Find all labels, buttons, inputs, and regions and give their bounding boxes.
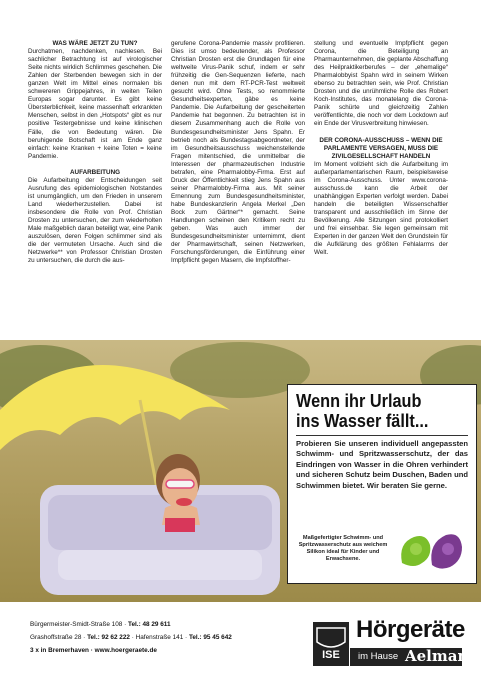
hearing-ad — [287, 384, 477, 584]
paragraph: Durchatmen, nachdenken, nachlesen. Bei sachlicher Betrachtung ist auf virologischer Seite nichts wirklich Schlimmes geschehen. Die Zahlen der Sterbenden bewegen sich in der ganzen Welt im Mittel eines normalen bis schwereren Grippejahres, in weiten Teilen Europas sogar darunter. Es gibt keine Übersterblichkeit, keine massenhaft erkrankten Menschen, selbst in den „Hotspots“ gibt es nur positive Testergebnisse und keine klinischen Fälle, die von Bedeutung wären. Die beruhigende Botschaft ist am Ende ganz einfach: keine Kranken + keine Toten = keine Pandemie. — [28, 48, 162, 160]
address-line-2: Grashoffstraße 28 · Tel.: 92 62 222 · Hafenstraße 141 · Tel.: 95 45 642 — [30, 634, 232, 641]
ise-logo-text: ISE — [322, 649, 340, 661]
brand-subtitle-prefix: im Hause — [358, 651, 399, 662]
article-column-1 — [28, 40, 162, 265]
ise-logo-icon — [313, 622, 349, 666]
address-phone-2: Tel.: 92 62 222 — [87, 634, 130, 641]
ad-small-print: Maßgefertigter Schwimm- und Spritzwasserschutz aus weichem Silikon ideal für Kinder und Erwachsene. — [298, 535, 388, 562]
ad-body: Probieren Sie unseren individuell angepassten Schwimm- und Spritzwasserschutz, der das Eindringen von Wasser in die Ohren verhindert und sicheren Schutz beim Duschen, Baden und Schwimmen bietet. Wir beraten Sie gerne. — [296, 435, 468, 491]
paragraph: Im Moment vollzieht sich die Aufarbeitung im außerparlamentarischen Raum, beispielsweise im Corona-Ausschuss. Unter www.corona-ausschuss.de kann die Arbeit der unabhängigen Experten verfolgt werden. Dabei handeln die beteiligten Wissenschaftler transparent und ausschließlich im Sinne der Bevölkerung. Alle Sitzungen sind protokolliert und frei einsehbar. Sie legen gemeinsam mit Experten in der ganzen Welt den Grundstein für die Aufklärung des größten Fehlalarms der Welt. — [314, 160, 448, 257]
ad-title-line-1: Wenn ihr Urlaub — [296, 390, 422, 411]
article-column-2 — [171, 40, 305, 265]
ad-title — [296, 391, 447, 431]
address-street-2: Grashoffstraße 28 — [30, 634, 82, 641]
section-heading: DER CORONA-AUSSCHUSS – WENN DIE PARLAMENTE VERSAGEN, MUSS DIE ZIVILGESELLSCHAFT HANDELN — [319, 136, 443, 160]
section-heading: WAS WÄRE JETZT ZU TUN? — [52, 40, 138, 47]
ad-title-line-2: ins Wasser fällt... — [296, 410, 429, 431]
ise-logo — [313, 622, 349, 666]
address-phone-1: Tel.: 48 29 611 — [128, 621, 171, 628]
paragraph: stellung und eventuelle Impfpflicht gegen Corona, die Beteiligung an Pharmaunternehmen, die geplante Abschaffung des Heilpraktikerberufes – der „ehemalige“ Pharmalobbyist Spahn wird in seinem Wirken ebenso zu betrachten sein, wie Prof. Christian Drosten und die unrühmliche Rolle des Robert Koch-Institutes, das monatelang die Corona-Panik schürte und gleichzeitig Zahlen veröffentlichte, die noch vor dem Lockdown auf ein Ende der Virusverbreitung hinwiesen. — [314, 40, 448, 128]
address-phone-3: Tel.: 95 45 642 — [188, 634, 232, 641]
section-heading: AUFARBEITUNG — [69, 168, 121, 176]
address-street-1: Bürgermeister-Smidt-Straße 108 — [30, 621, 123, 628]
address-line-3: 3 x in Bremerhaven · www.hoergeraete.de — [30, 647, 157, 654]
article-column-3 — [314, 40, 448, 257]
address-street-3: Hafenstraße 141 — [135, 634, 184, 641]
address-line-1: Bürgermeister-Smidt-Straße 108 · Tel.: 48 29 611 — [30, 621, 171, 628]
paragraph: gerufene Corona-Pandemie massiv profitieren. Dies ist umso bedeutender, als Professor Christian Drosten erst die Grundlagen für eine weltweite Virus-Panik schuf, indem er sehr frühzeitig die Gen-Sequenzen lieferte, nach denen nun mit dem RT-PCR-Test weltweit gesucht wird. Ohne Tests, so renommierte Gesundheitsexperten, gäbe es keine Pandemie. Die Aufarbeitung der gescheiterten Pandemie hat begonnen. Zu betrachten ist in diesem Zusammenhang auch die Rolle von Bundesgesundheitsminister Jens Spahn. Er betrieb noch als Bundestagsabgeordneter, der im Gesundheitsausschuss weichenstellende Fragen mitentschied, die unmittelbar die Interessen der pharmazeutischen Industrie betrafen, eine Pharmalobby-Firma. Erst auf Druck der Öffentlichkeit stieg Jens Spahn aus seiner Pharmalobby-Firma aus. Mit seiner Ernennung zum Bundesgesundheitsminister, habe Bundeskanzlerin Angela Merkel „Den Bock zum Gärtner“* gemacht. Seine Handlungen scheinen den Kritikern recht zu geben. Was auch immer der Bundesgesundheitsminister unternimmt, dient der Pharmawirtschaft, seinen Netzwerken, Forschungsförderungen, die Einführung einer Impfpflicht gegen Masern, die Impfstoffher- — [171, 40, 305, 265]
brand-subtitle-name: Aelmann — [405, 647, 480, 665]
earplug-icon — [392, 525, 468, 575]
footer — [0, 602, 481, 679]
paragraph: Die Aufarbeitung der Entscheidungen seit Ausrufung des epidemiologischen Notstandes ist unumgänglich, um den Frieden in unserem Land wiederherzustellen. Dabei ist insbesondere die Rolle von Prof. Christian Drosten zu untersuchen, der zum wiederholten Male maßgeblich daran beteiligt war, eine Panik auszulösen, deren Folgen schlimmer sind als die der vermuteten Ursache. Auch sind die Netzwerke** von Professor Christian Drosten zu untersuchen, die durch die aus- — [28, 176, 162, 265]
brand-title: Hörgeräte — [356, 616, 465, 643]
